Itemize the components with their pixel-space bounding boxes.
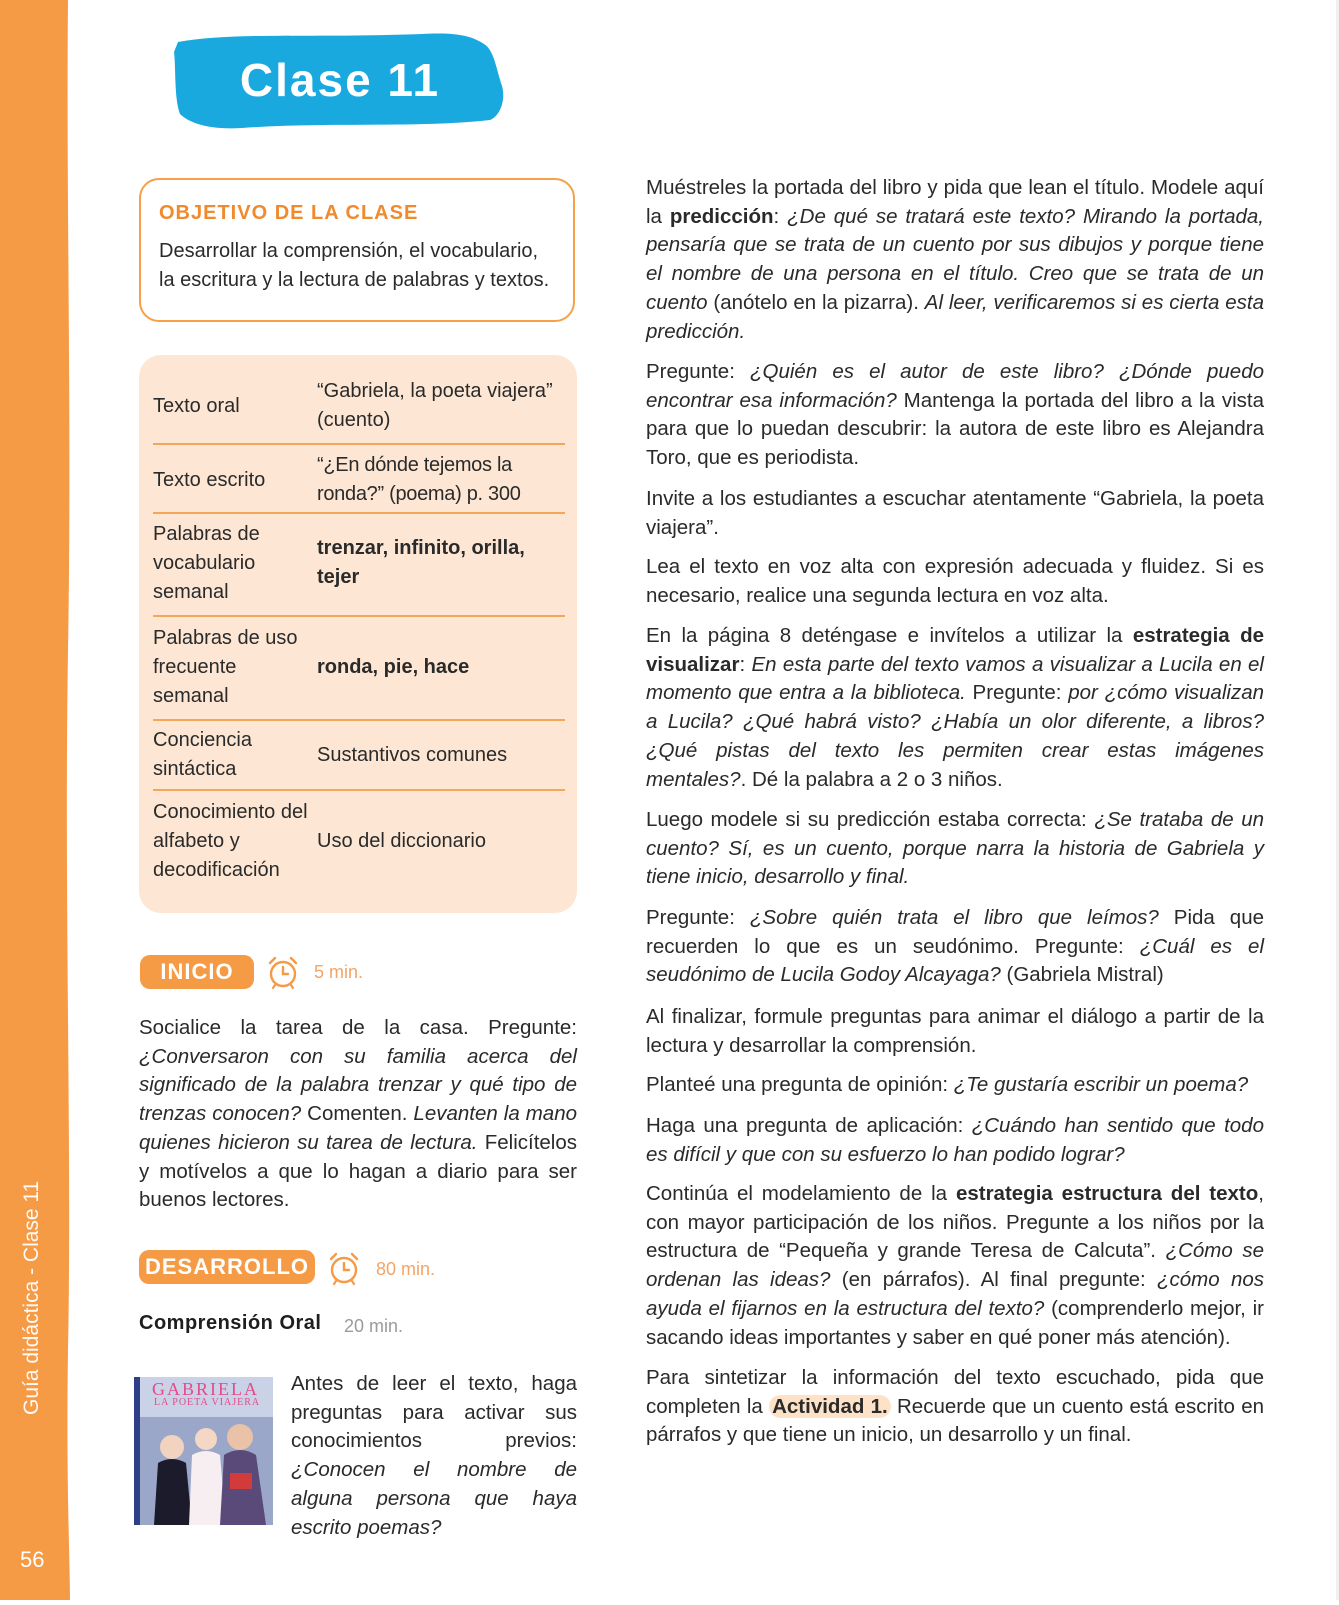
text-run-italic: ¿Conversaron con su familia acerca del significado de la palabra trenzar y qué tipo de trenzas conocen? <box>139 1044 577 1126</box>
paragraph-pseudonym <box>646 904 1264 990</box>
text-run-italic: En esta parte del texto vamos a visualizar a Lucila en el momento que entra a la biblioteca. <box>646 652 1264 705</box>
text-run-bold: estrategia estructura del texto <box>955 1182 1259 1205</box>
paragraph-prediction <box>646 174 1264 346</box>
paragraph-synthesis <box>646 1364 1264 1450</box>
activity-highlight: Actividad 1. <box>769 1395 891 1418</box>
text-run-italic: ¿Sobre quién trata el libro que leímos? <box>749 906 1159 929</box>
paragraph-opinion <box>646 1071 1264 1100</box>
text-run: (en párrafos). Al final pregunte: <box>830 1268 1157 1292</box>
text-run-italic: ¿Te gustaría escribir un poema? <box>953 1073 1249 1096</box>
table-row <box>153 515 565 611</box>
sidebar-label: Guía didáctica - Clase 11 <box>20 1180 43 1415</box>
table-row <box>153 722 565 788</box>
row-divider <box>153 789 565 791</box>
page-title-banner <box>172 28 508 132</box>
text-run: Antes de leer el texto, haga preguntas para activar sus conocimientos previos: <box>291 1372 577 1453</box>
text-run: : <box>773 204 788 228</box>
text-run: En la página 8 deténgase e invítelos a utilizar la <box>646 624 1133 647</box>
inicio-badge: INICIO <box>140 955 254 989</box>
text-run: Luego modele si su predicción estaba correcta: <box>646 808 1095 831</box>
text-run: Muéstreles la portada del libro y pida que lean el título. Modele aquí la <box>646 176 1264 228</box>
text-run-italic: ¿Cómo se ordenan las ideas? <box>646 1239 1264 1292</box>
page-number: 56 <box>20 1547 45 1572</box>
row-value: trenzar, infinito, orilla, tejer <box>317 537 525 588</box>
text-run: Pregunte: <box>965 681 1069 705</box>
row-divider <box>153 443 565 445</box>
text-run-italic: ¿Se trataba de un cuento? Sí, es un cuento, porque narra la historia de Gabriela y tiene inicio, desarrollo y final. <box>646 808 1264 889</box>
section-duration: 20 min. <box>344 1316 404 1336</box>
row-value: Uso del diccionario <box>317 829 486 852</box>
book-title: GABRIELA <box>152 1379 259 1399</box>
paragraph-author <box>646 358 1264 473</box>
row-divider <box>153 512 565 514</box>
row-divider <box>153 615 565 617</box>
text-run: Haga una pregunta de aplicación: <box>646 1114 972 1137</box>
desarrollo-duration: 80 min. <box>376 1259 436 1279</box>
row-key: Texto escrito <box>153 468 266 491</box>
text-run: Pida que recuerden lo que es un seudónimo. Pregunte: <box>646 906 1264 958</box>
desarrollo-badge: DESARROLLO <box>139 1250 315 1284</box>
text-run: Socialice la tarea de la casa. Pregunte: <box>139 1016 577 1039</box>
row-value: Sustantivos comunes <box>317 743 508 766</box>
table-row <box>153 447 565 513</box>
book-cover-image <box>134 1377 273 1525</box>
text-run-italic: Al leer, verificaremos si es cierta esta predicción. <box>646 290 1264 343</box>
table-row <box>153 371 565 441</box>
text-run-italic: ¿Cuándo han sentido que todo es difícil y que con su esfuerzo lo han podido lograr? <box>646 1114 1264 1166</box>
text-run: (anótelo en la pizarra). <box>707 290 925 314</box>
text-run: Para sintetizar la información del texto escuchado, pida que completen la <box>646 1366 1264 1418</box>
table-row <box>153 618 565 716</box>
paragraph-read-aloud: Lea el texto en voz alta con expresión adecuada y fluidez. Si es necesario, realice una segunda lectura en voz alta. <box>646 555 1264 607</box>
text-run-italic: ¿cómo nos ayuda el fijarnos en la estructura del texto? <box>646 1268 1264 1320</box>
table-row <box>153 793 565 889</box>
text-run-italic: ¿Conocen el nombre de alguna persona que haya escrito poemas? <box>291 1458 577 1539</box>
row-key: Palabras de uso frecuente semanal <box>153 626 298 707</box>
inicio-duration: 5 min. <box>314 962 364 982</box>
text-run: Recuerde que un cuento está escrito en párrafos y que tiene un inicio, un desarrollo y un final. <box>646 1394 1264 1447</box>
text-run: . Dé la palabra a 2 o 3 niños. <box>740 767 1003 791</box>
sidebar-band <box>0 0 72 1600</box>
class-info-table <box>139 355 577 913</box>
text-run: , con mayor participación de los niños. Pregunte a los niños por la estructura de “Pequeña y grande Teresa de Calcuta”. <box>646 1182 1264 1263</box>
objective-text: Desarrollar la comprensión, el vocabulario, la escritura y la lectura de palabras y textos. <box>159 240 550 291</box>
text-run-italic: ¿Cuál es el seudónimo de Lucila Godoy Alcayaga? <box>646 934 1265 987</box>
paragraph-invite: Invite a los estudiantes a escuchar atentamente “Gabriela, la poeta viajera”. <box>646 487 1264 539</box>
row-key: Palabras de vocabulario semanal <box>153 522 260 603</box>
text-run-bold: estrategia de visualizar <box>646 624 1264 676</box>
row-value: “Gabriela, la poeta viajera” (cuento) <box>317 380 553 431</box>
row-divider <box>153 719 565 721</box>
text-run-italic: Levanten la mano quienes hicieron su tarea de lectura. <box>139 1102 578 1154</box>
text-run-italic: ¿De qué se tratará este texto? Mirando la portada, pensaría que se trata de un cuento por sus dibujos y porque tiene el nombre de una persona en el título. Creo que se trata de un cuento <box>646 204 1264 314</box>
text-run: Felicítelos y motívelos a que lo hagan a diario para ser buenos lectores. <box>139 1130 578 1212</box>
text-run: : <box>739 652 752 676</box>
paragraph-structure <box>646 1180 1264 1352</box>
text-run-italic: por ¿cómo visualizan a Lucila? ¿Qué habrá visto? ¿Había un olor diferente, a libros? ¿Qué pistas del texto les permiten crear estas imágenes mentales? <box>646 681 1264 791</box>
text-run: Mantenga la portada del libro a la vista para que lo puedan descubrir: la autora de este libro es Alejandra Toro, que es periodista. <box>646 388 1264 470</box>
paragraph-visualize <box>646 622 1264 794</box>
page-title: Clase 11 <box>239 54 441 106</box>
text-run: Pregunte: <box>646 360 750 383</box>
row-key: Texto oral <box>153 394 240 417</box>
text-run: (Gabriela Mistral) <box>1000 963 1164 987</box>
book-subtitle: LA POETA VIAJERA <box>154 1397 261 1408</box>
paragraph-final-questions: Al finalizar, formule preguntas para animar el diálogo a partir de la lectura y desarrollar la comprensión. <box>646 1005 1264 1057</box>
row-value: “¿En dónde tejemos la ronda?” (poema) p. 300 <box>317 454 521 505</box>
desarrollo-paragraph <box>291 1370 577 1542</box>
inicio-paragraph <box>139 1014 577 1215</box>
alarm-clock-icon <box>326 1250 362 1286</box>
paragraph-prediction-check <box>646 806 1264 892</box>
text-run: Continúa el modelamiento de la <box>646 1182 956 1205</box>
row-value: ronda, pie, hace <box>317 655 470 678</box>
alarm-clock-icon <box>265 954 301 990</box>
text-run: Comenten. <box>301 1102 414 1126</box>
text-run: Planteé una pregunta de opinión: <box>646 1073 954 1096</box>
row-key: Conocimiento del alfabeto y decodificación <box>153 800 308 881</box>
text-run-bold: predicción <box>669 204 774 228</box>
row-key: Conciencia sintáctica <box>153 729 252 780</box>
text-run-italic: ¿Quién es el autor de este libro? ¿Dónde puedo encontrar esa información? <box>646 360 1264 412</box>
text-run: (comprenderlo mejor, ir sacando ideas importantes y saber en qué poner más atención). <box>646 1296 1265 1349</box>
section-title: Comprensión Oral <box>139 1312 322 1334</box>
objective-box <box>139 178 575 322</box>
text-run: Pregunte: <box>646 906 750 929</box>
objective-title: OBJETIVO DE LA CLASE <box>159 202 419 224</box>
paragraph-application <box>646 1112 1264 1169</box>
